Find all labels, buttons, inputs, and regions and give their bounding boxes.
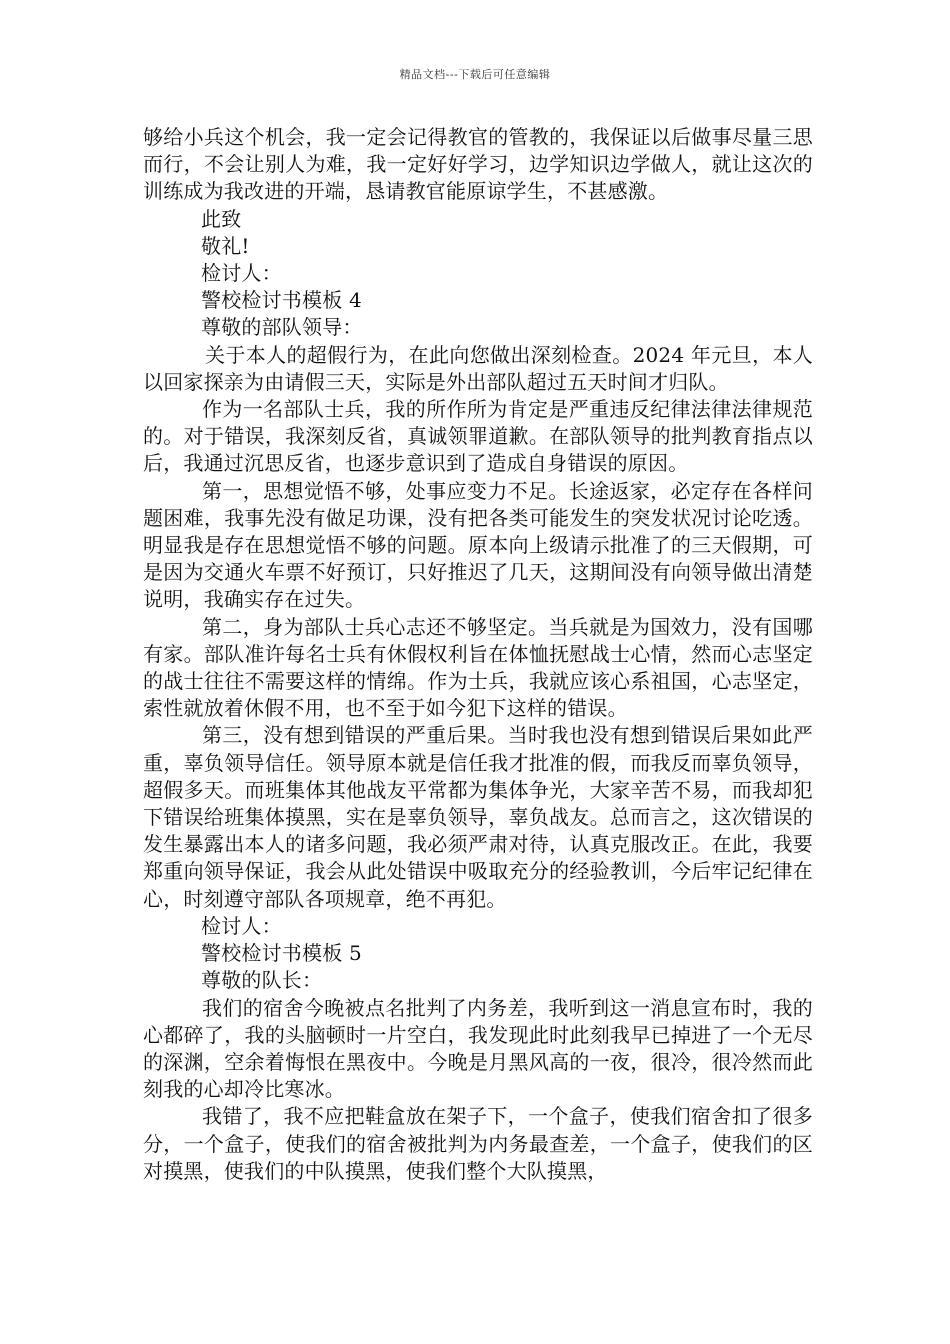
section-title: 警校检讨书模板 5 xyxy=(201,941,362,966)
salutation: 尊敬的队长： xyxy=(201,968,323,993)
document-body xyxy=(143,124,813,1185)
paragraph: 第一，思想觉悟不够，处事应变力不足。长途返家，必定存在各样问题困难，我事先没有做足功课，没有把各类可能发生的突发状况讨论吃透。明显我是存在思想觉悟不够的问题。原本向上级请示批准了的三天假期，可是因为交通火车票不好预订，只好推迟了几天，这期间没有向领导做出清楚说明，我确实存在过失。 xyxy=(143,478,813,612)
salutation: 尊敬的部队领导： xyxy=(201,315,363,340)
page-header: 精品文档---下载后可任意编辑 xyxy=(399,68,551,81)
section-title: 警校检讨书模板 4 xyxy=(201,288,362,313)
paragraph: 作为一名部队士兵，我的所作所为肯定是严重违反纪律法律法律规范的。对于错误，我深刻反省，真诚领罪道歉。在部队领导的批判教育指点以后，我通过沉思反省，也逐步意识到了造成自身错误的原因。 xyxy=(143,397,813,476)
paragraph: 我们的宿舍今晚被点名批判了内务差，我听到这一消息宣布时，我的心都碎了，我的头脑顿时一片空白，我发现此时此刻我早已掉进了一个无尽的深渊，空余着悔恨在黑夜中。今晚是月黑风高的一夜，很冷，很冷然而此刻我的心却冷比寒冰。 xyxy=(143,995,813,1102)
signature-line: 检讨人： xyxy=(201,261,282,286)
paragraph: 第二，身为部队士兵心志还不够坚定。当兵就是为国效力，没有国哪有家。部队准许每名士兵有休假权利旨在体恤抚慰战士心情，然而心志坚定的战士往往不需要这样的情绵。作为士兵，我就应该心系祖国，心志坚定，索性就放着休假不用，也不至于如今犯下这样的错误。 xyxy=(143,614,813,721)
paragraph: 我错了，我不应把鞋盒放在架子下，一个盒子，使我们宿舍扣了很多分，一个盒子，使我们的宿舍被批判为内务最查差，一个盒子，使我们的区对摸黑，使我们的中队摸黑，使我们整个大队摸黑， xyxy=(143,1104,813,1183)
paragraph: 够给小兵这个机会，我一定会记得教官的管教的，我保证以后做事尽量三思而行，不会让别人为难，我一定好好学习，边学知识边学做人，就让这次的训练成为我改进的开端，恳请教官能原谅学生，不甚感激。 xyxy=(143,125,813,204)
closing-line: 敬礼! xyxy=(201,233,250,258)
closing-line: 此致 xyxy=(201,206,242,231)
paragraph: 第三，没有想到错误的严重后果。当时我也没有想到错误后果如此严重，辜负领导信任。领导原本就是信任我才批准的假，而我反而辜负领导，超假多天。而班集体其他战友平常都为集体争光，大家辛苦不易，而我却犯下错误给班集体摸黑，实在是辜负领导，辜负战友。总而言之，这次错误的发生暴露出本人的诸多问题，我必须严肃对待，认真克服改正。在此，我要郑重向领导保证，我会从此处错误中吸取充分的经验教训，今后牢记纪律在心，时刻遵守部队各项规章，绝不再犯。 xyxy=(143,723,813,911)
paragraph: 关于本人的超假行为，在此向您做出深刻检查。2024 年元旦，本人以回家探亲为由请假三天，实际是外出部队超过五天时间才归队。 xyxy=(143,342,813,394)
signature-line: 检讨人： xyxy=(201,913,282,938)
